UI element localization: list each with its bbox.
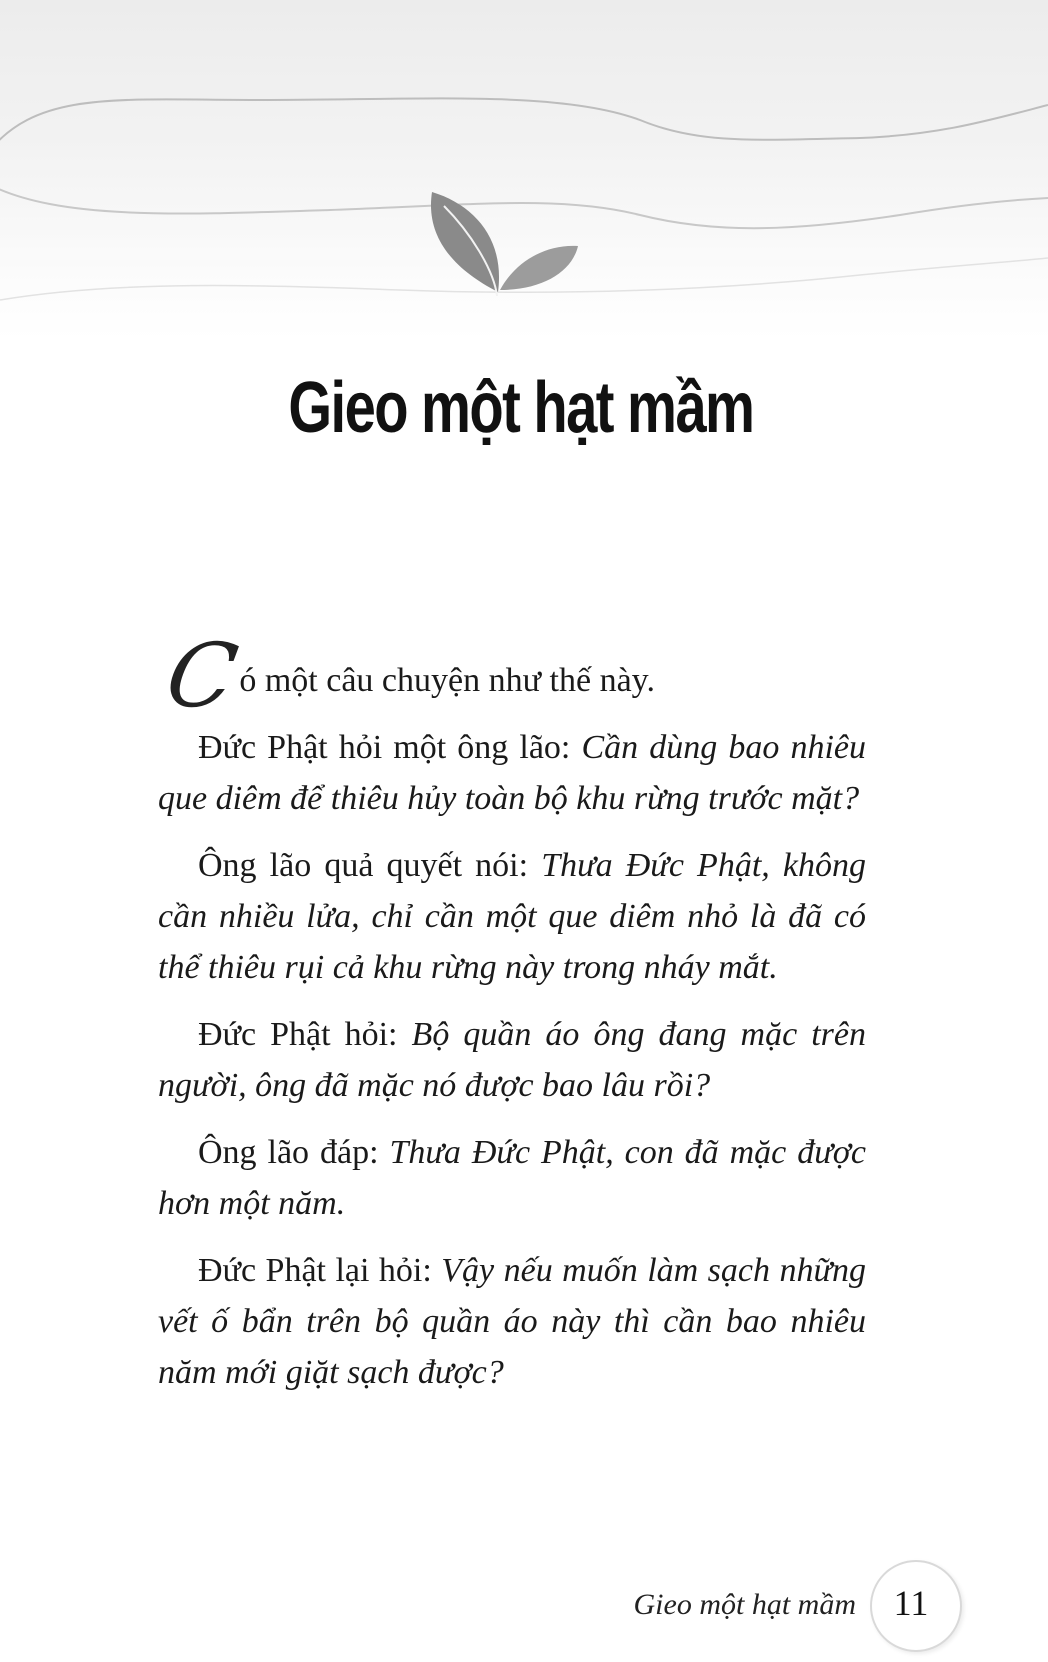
leaf-left — [431, 192, 499, 292]
paragraph-3-text: Ông lão quả quyết nói: — [198, 847, 542, 884]
running-title: Gieo một hạt mầm — [633, 1588, 856, 1621]
paragraph-5-text: Ông lão đáp: — [198, 1134, 390, 1171]
paragraph-1-text: ó một câu chuyện như thế này. — [239, 662, 655, 699]
drop-cap: C — [159, 624, 245, 727]
paragraph-4-text: Đức Phật hỏi: — [198, 1016, 412, 1053]
paragraph-3 — [158, 840, 866, 993]
paragraph-4 — [158, 1009, 866, 1111]
paragraph-5-quote: Thưa Đức Phật, con đã mặc được hơn một năm. — [158, 1134, 866, 1222]
page-footer — [0, 1560, 1048, 1640]
paragraph-6-quote: Vậy nếu muốn làm sạch những vết ố bẩn trên bộ quần áo này thì cần bao nhiêu năm mới giặt sạch được? — [158, 1252, 866, 1391]
paragraph-1 — [158, 624, 866, 727]
paragraph-6 — [158, 1245, 866, 1398]
paragraph-2 — [158, 722, 866, 824]
sprout-leaf-icon — [431, 192, 578, 296]
wave-line-upper — [0, 98, 1048, 150]
chapter-title: Gieo một hạt mầm — [288, 368, 754, 448]
paragraph-5 — [158, 1127, 866, 1229]
wave-lines — [0, 0, 1048, 340]
paragraph-4-quote: Bộ quần áo ông đang mặc trên người, ông đã mặc nó được bao lâu rồi? — [158, 1016, 866, 1104]
wave-line-middle — [0, 185, 1048, 228]
body-text — [158, 624, 866, 1414]
paragraph-2-quote: Cần dùng bao nhiêu que diêm để thiêu hủy toàn bộ khu rừng trước mặt? — [158, 729, 866, 817]
page-number: 11 — [893, 1583, 929, 1623]
leaf-right — [500, 246, 578, 290]
paragraph-3-quote: Thưa Đức Phật, không cần nhiều lửa, chỉ cần một que diêm nhỏ là đã có thể thiêu rụi cả khu rừng này trong nháy mắt. — [158, 847, 866, 986]
header-decoration — [0, 0, 1048, 340]
paragraph-6-text: Đức Phật lại hỏi: — [198, 1252, 442, 1289]
paragraph-2-text: Đức Phật hỏi một ông lão: — [198, 729, 582, 766]
